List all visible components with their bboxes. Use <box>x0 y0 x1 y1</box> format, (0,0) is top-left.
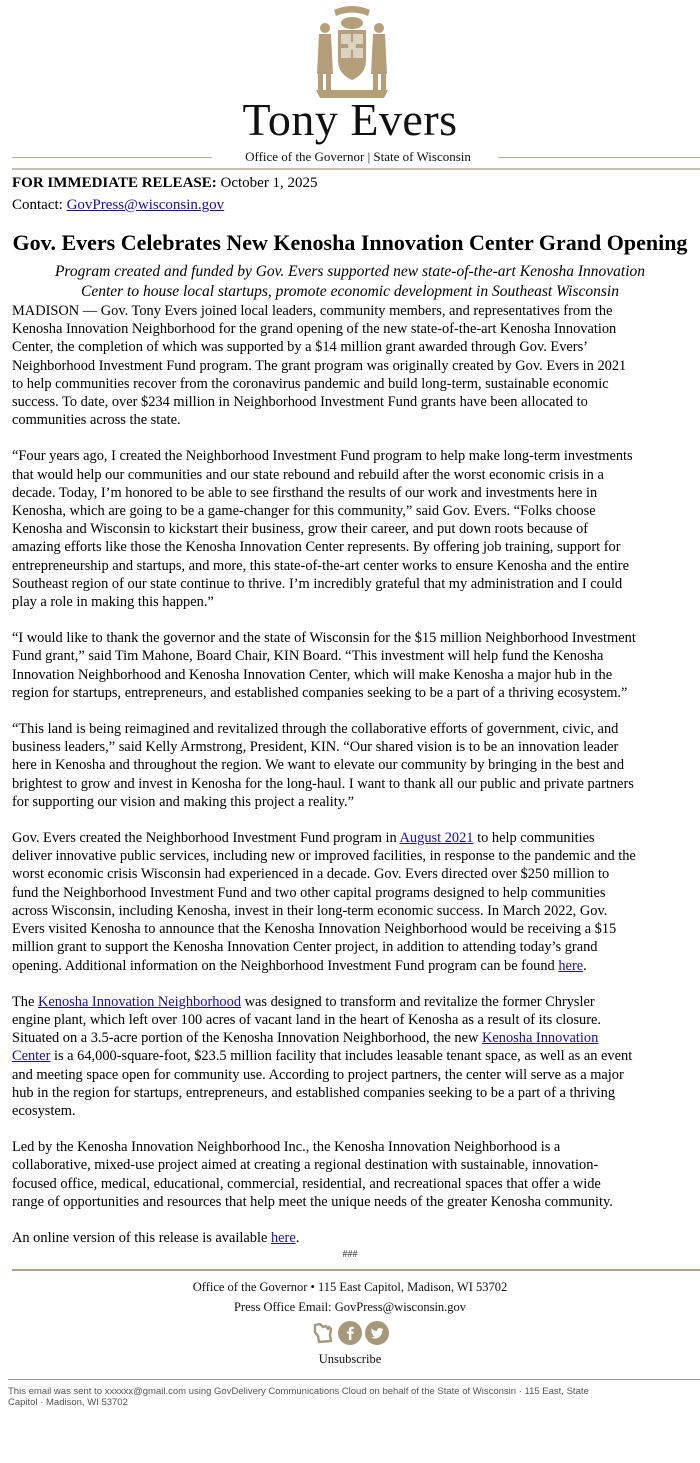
text-line: worst economic crisis Wisconsin had experienced in a decade. Gov. Evers directed over $250 million to <box>12 866 610 883</box>
article-body <box>0 302 700 1247</box>
paragraph-intro <box>12 302 700 429</box>
text-line: play a role in making this happen.” <box>12 594 214 611</box>
contact-email-link[interactable]: GovPress@wisconsin.gov <box>66 197 225 213</box>
paragraph-mahone-quote <box>12 629 700 702</box>
release-label: FOR IMMEDIATE RELEASE: <box>12 175 217 191</box>
text-line <box>12 1229 700 1247</box>
text-line: Kenosha Innovation Neighborhood for the grand opening of the new state-of-the-art Kenosha Innovation <box>12 321 617 338</box>
text-fragment: The <box>12 993 38 1010</box>
email-footer <box>0 1271 700 1369</box>
text-line: engine plant, which left over 100 acres of vacant land in the heart of Kenosha as a result of its closure. <box>12 1011 602 1028</box>
text-line: million grant to support the Kenosha Innovation Center project, in addition to attending today’s grand <box>12 939 598 956</box>
text-line: Fund grant,” said Tim Mahone, Board Chair, KIN Board. “This investment will help fund the Kenosha <box>12 648 604 665</box>
subtitle-line: Program created and funded by Gov. Evers supported new state-of-the-art Kenosha Innovation <box>54 263 646 280</box>
email-header <box>0 0 700 168</box>
text-line: “This land is being reimagined and revitalized through the collaborative efforts of government, civic, and <box>12 721 619 738</box>
office-subline-text: Office of the Governor | State of Wisconsin <box>245 149 471 164</box>
text-line <box>12 1029 700 1047</box>
kenosha-innovation-center-link[interactable]: Kenosha Innovation <box>481 1030 599 1047</box>
release-date: October 1, 2025 <box>220 175 318 191</box>
text-line: business leaders,” said Kelly Armstrong, President, KIN. “Our shared vision is to be an innovation leader <box>12 739 619 756</box>
subline-rule-right <box>498 157 700 158</box>
delivery-disclaimer <box>0 1380 700 1408</box>
text-line: ecosystem. <box>12 1102 76 1119</box>
text-fragment: opening. Additional information on the Neighborhood Investment Fund program can be found <box>12 957 559 974</box>
text-fragment: Gov. Evers created the Neighborhood Investment Fund program in <box>12 830 400 847</box>
text-fragment: An online version of this release is available <box>12 1229 271 1246</box>
end-mark: ### <box>342 1249 358 1261</box>
text-line <box>12 957 700 975</box>
text-line <box>12 1047 700 1065</box>
paragraph-armstrong-quote <box>12 720 700 811</box>
disclaimer-line: Capitol · Madison, WI 53702 <box>8 1397 128 1409</box>
text-line: Neighborhood Investment Fund program. The grant program was originally created by Gov. Evers in 2021 <box>12 357 627 374</box>
text-line: Led by the Kenosha Innovation Neighborhood Inc., the Kenosha Innovation Neighborhood is a <box>12 1139 561 1156</box>
paragraph-governor-quote <box>12 447 700 611</box>
text-line: entrepreneurship and startups, and more, this state-of-the-art center works to ensure Kenosha and the entire <box>12 557 629 574</box>
text-line <box>12 993 700 1011</box>
header-divider <box>12 168 700 170</box>
text-line: communities across the state. <box>12 412 181 429</box>
article-title: Gov. Evers Celebrates New Kenosha Innovation Center Grand Opening <box>12 230 688 255</box>
text-line: focused office, medical, educational, commercial, residential, and recreational spaces that offer a wide <box>12 1175 601 1192</box>
footer-press-email: Press Office Email: GovPress@wisconsin.gov <box>233 1300 467 1315</box>
paragraph-fund-history <box>12 829 700 975</box>
text-line <box>12 829 700 847</box>
text-fragment: . <box>583 957 587 974</box>
text-line: “I would like to thank the governor and the state of Wisconsin for the $15 million Neighborhood Investment <box>12 630 636 647</box>
text-line: hub in the region for startups, entrepreneurs, and established companies seeking to be a part of a thriving <box>12 1084 616 1101</box>
footer-address: Office of the Governor • 115 East Capitol, Madison, WI 53702 <box>192 1280 508 1295</box>
text-line: “Four years ago, I created the Neighborhood Investment Fund program to help make long-term investments <box>12 448 633 465</box>
text-fragment: is a 64,000-square-foot, $23.5 million facility that includes leasable tenant space, as well as an event <box>50 1048 633 1065</box>
contact-label: Contact: <box>12 197 63 213</box>
paragraph-project-description <box>12 1138 700 1211</box>
text-line: amazing efforts like those the Kenosha Innovation Center represents. By offering job training, support for <box>12 539 621 556</box>
text-fragment: . <box>295 1229 300 1246</box>
text-line: fund the Neighborhood Investment Fund and two other capital programs designed to help communities <box>12 884 606 901</box>
text-line: for supporting our vision and making this project a reality.” <box>12 793 354 810</box>
text-line: to help communities recover from the coronavirus pandemic and build long-term, sustainable economic <box>12 375 609 392</box>
text-fragment: Situated on a 3.5-acre portion of the Kenosha Innovation Neighborhood, the new <box>12 1030 482 1047</box>
text-line: Innovation Neighborhood and Kenosha Innovation Center, which will make Kenosha a major hub in the <box>12 666 613 683</box>
text-line: collaborative, mixed-use project aimed at creating a regional destination with sustainable, innovation- <box>12 1157 599 1174</box>
facebook-icon[interactable] <box>338 1321 362 1345</box>
kenosha-innovation-neighborhood-link[interactable]: Kenosha Innovation Neighborhood <box>37 993 242 1010</box>
office-subline <box>0 148 700 166</box>
governor-name: Tony Evers <box>242 94 458 145</box>
online-version-here-link[interactable]: here <box>270 1229 296 1246</box>
text-fragment: to help communities <box>473 830 595 847</box>
subline-rule-left <box>12 157 212 158</box>
text-line: range of opportunities and resources that help meet the unique needs of the greater Kenosha community. <box>12 1193 613 1210</box>
unsubscribe-link[interactable]: Unsubscribe <box>318 1352 382 1367</box>
wisconsin-seal-icon <box>312 4 392 102</box>
text-line: and meeting space open for community use. According to project partners, the center will serve as a major <box>12 1066 624 1083</box>
text-line: that would help our communities and our state rebound and rebuild after the worst economic crisis in a <box>12 466 604 483</box>
august-2021-link[interactable]: August 2021 <box>399 830 474 847</box>
text-line: Kenosha and Wisconsin to kickstart their business, grow their career, and put down roots because of <box>12 521 589 538</box>
text-line: Evers visited Kenosha to announce that the Kenosha Innovation Neighborhood would be receiving a $15 <box>12 921 617 938</box>
text-line: here in Kenosha and throughout the region. We want to elevate our community by bringing in the best and <box>12 757 625 774</box>
text-line: Center, the completion of which was supported by a $14 million grant awarded through Gov. Evers’ <box>12 339 588 356</box>
release-meta <box>0 168 700 216</box>
wisconsin-map-icon[interactable] <box>311 1321 335 1345</box>
text-line: MADISON — Gov. Tony Evers joined local leaders, community members, and representatives from the <box>12 303 613 319</box>
text-line: Kenosha, which are going to be a game-changer for this community,” said Gov. Evers. “Folks choose <box>12 503 596 520</box>
contact-line <box>12 194 688 216</box>
kenosha-innovation-center-link-cont[interactable]: Center <box>12 1048 51 1065</box>
paragraph-neighborhood <box>12 993 700 1120</box>
text-line: success. To date, over $234 million in Neighborhood Investment Fund grants have been allocated to <box>12 394 588 411</box>
release-line <box>12 172 688 194</box>
text-line: Southeast region of our state continue to thrive. I’m incredibly grateful that my administration and I could <box>12 575 623 592</box>
text-line: deliver innovative public services, including new or improved facilities, in response to the pandemic and the <box>12 848 636 865</box>
text-line: brightest to grow and invest in Kenosha for the long-haul. I want to thank all our public and private partners <box>12 775 634 792</box>
text-line: region for startups, entrepreneurs, and established companies seeking to be a part of a thriving ecosystem.” <box>12 684 628 701</box>
disclaimer-line: This email was sent to xxxxxx@gmail.com using GovDelivery Communications Cloud on behalf of the State of Wisconsin · 115 East, State <box>8 1386 589 1398</box>
twitter-icon[interactable] <box>365 1321 389 1345</box>
subtitle-line: Center to house local startups, promote economic development in Southeast Wisconsin <box>81 283 619 300</box>
text-line: decade. Today, I’m honored to be able to see firsthand the results of our work and investments here in <box>12 484 598 501</box>
fund-info-here-link[interactable]: here <box>558 957 584 974</box>
text-line: across Wisconsin, including Kenosha, invest in their long-term economic success. In March 2022, Gov. <box>12 902 608 919</box>
text-fragment: was designed to transform and revitalize the former Chrysler <box>241 993 595 1010</box>
social-links <box>0 1321 700 1345</box>
paragraph-online-version <box>12 1229 700 1247</box>
article-subtitle <box>0 262 700 302</box>
